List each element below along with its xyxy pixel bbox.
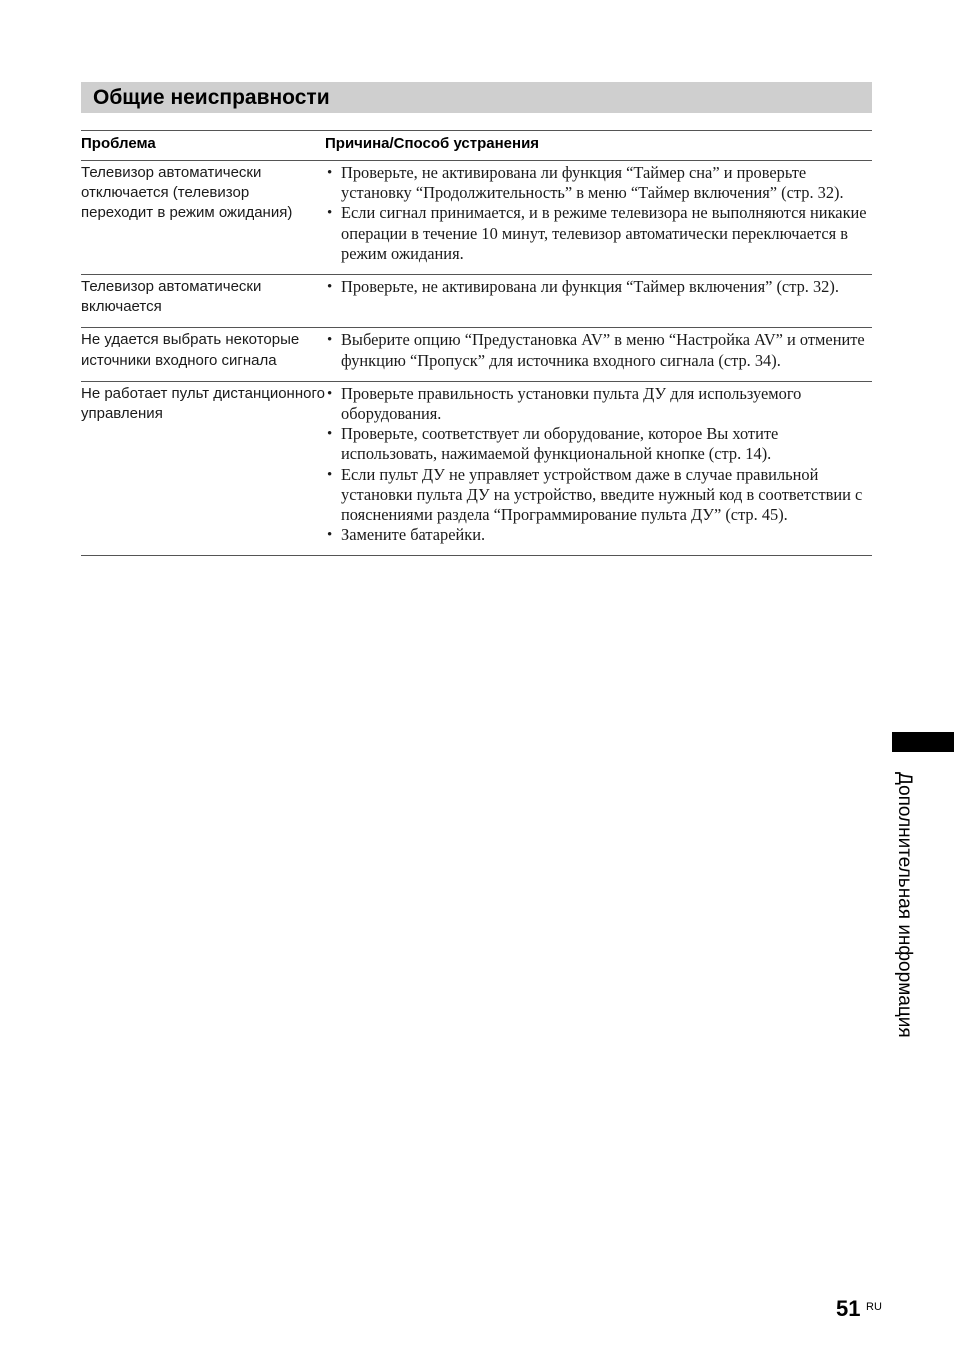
problem-cell: Не удается выбрать некоторые источники входного сигнала	[81, 328, 325, 381]
cause-text: Проверьте, не активирована ли функция “Таймер сна” и проверьте установку “Продолжительность” в меню “Таймер включения” (стр. 32).	[341, 163, 844, 203]
cause-cell	[325, 381, 872, 556]
table-row	[81, 275, 872, 328]
troubleshooting-table	[81, 130, 872, 556]
section-title: Общие неисправности	[93, 86, 330, 109]
table-row	[81, 161, 872, 275]
bullet-icon: •	[327, 385, 333, 402]
table-row	[81, 328, 872, 381]
bullet-icon: •	[327, 527, 333, 544]
cause-cell	[325, 161, 872, 275]
problem-cell: Не работает пульт дистанционного управления	[81, 381, 325, 556]
header-cause: Причина/Способ устранения	[325, 131, 872, 161]
table-row	[81, 381, 872, 556]
cause-text: Замените батарейки.	[341, 525, 486, 545]
cause-list	[325, 163, 872, 264]
bullet-icon: •	[327, 279, 333, 296]
list-item	[325, 163, 872, 203]
list-item	[325, 525, 872, 545]
bullet-icon: •	[327, 466, 333, 483]
side-tab-marker	[892, 732, 954, 752]
cause-text: Проверьте, не активирована ли функция “Таймер включения” (стр. 32).	[341, 277, 839, 297]
bullet-icon: •	[327, 332, 333, 349]
list-item	[325, 465, 872, 526]
section-header	[81, 82, 872, 113]
list-item	[325, 384, 872, 424]
cause-text: Выберите опцию “Предустановка AV” в меню “Настройка AV” и отмените функцию “Пропуск” для источника входного сигнала (стр. 34).	[341, 330, 865, 370]
cause-text: Проверьте правильность установки пульта ДУ для используемого оборудования.	[341, 383, 802, 424]
cause-text: Проверьте, соответствует ли оборудование, которое Вы хотите использовать, нажимаемой функциональной кнопке (стр. 14).	[341, 424, 779, 464]
list-item	[325, 330, 872, 370]
cause-list	[325, 277, 872, 297]
list-item	[325, 203, 872, 264]
header-problem: Проблема	[81, 131, 325, 161]
table-header-row	[81, 131, 872, 161]
page-number: 51	[836, 1296, 861, 1321]
list-item	[325, 424, 872, 464]
cause-text: Если сигнал принимается, и в режиме телевизора не выполняются никакие операции в течение 10 минут, телевизор автоматически переключается в режим ожидания.	[341, 203, 867, 263]
bullet-icon: •	[327, 426, 333, 443]
list-item	[325, 277, 872, 297]
page-language: RU	[866, 1301, 882, 1313]
bullet-icon: •	[327, 165, 333, 181]
problem-cell: Телевизор автоматически отключается (телевизор переходит в режим ожидания)	[81, 161, 325, 275]
side-section-label: Дополнительная информация	[894, 772, 915, 1038]
cause-cell	[325, 275, 872, 328]
cause-text: Если пульт ДУ не управляет устройством даже в случае правильной установки пульта ДУ на устройство, введите нужный код в соответствии с пояснениями раздела “Программирование пульта ДУ” (стр. 45).	[341, 464, 863, 525]
cause-cell	[325, 328, 872, 381]
cause-list	[325, 330, 872, 370]
problem-cell: Телевизор автоматически включается	[81, 275, 325, 328]
bullet-icon: •	[327, 205, 333, 222]
cause-list	[325, 384, 872, 546]
